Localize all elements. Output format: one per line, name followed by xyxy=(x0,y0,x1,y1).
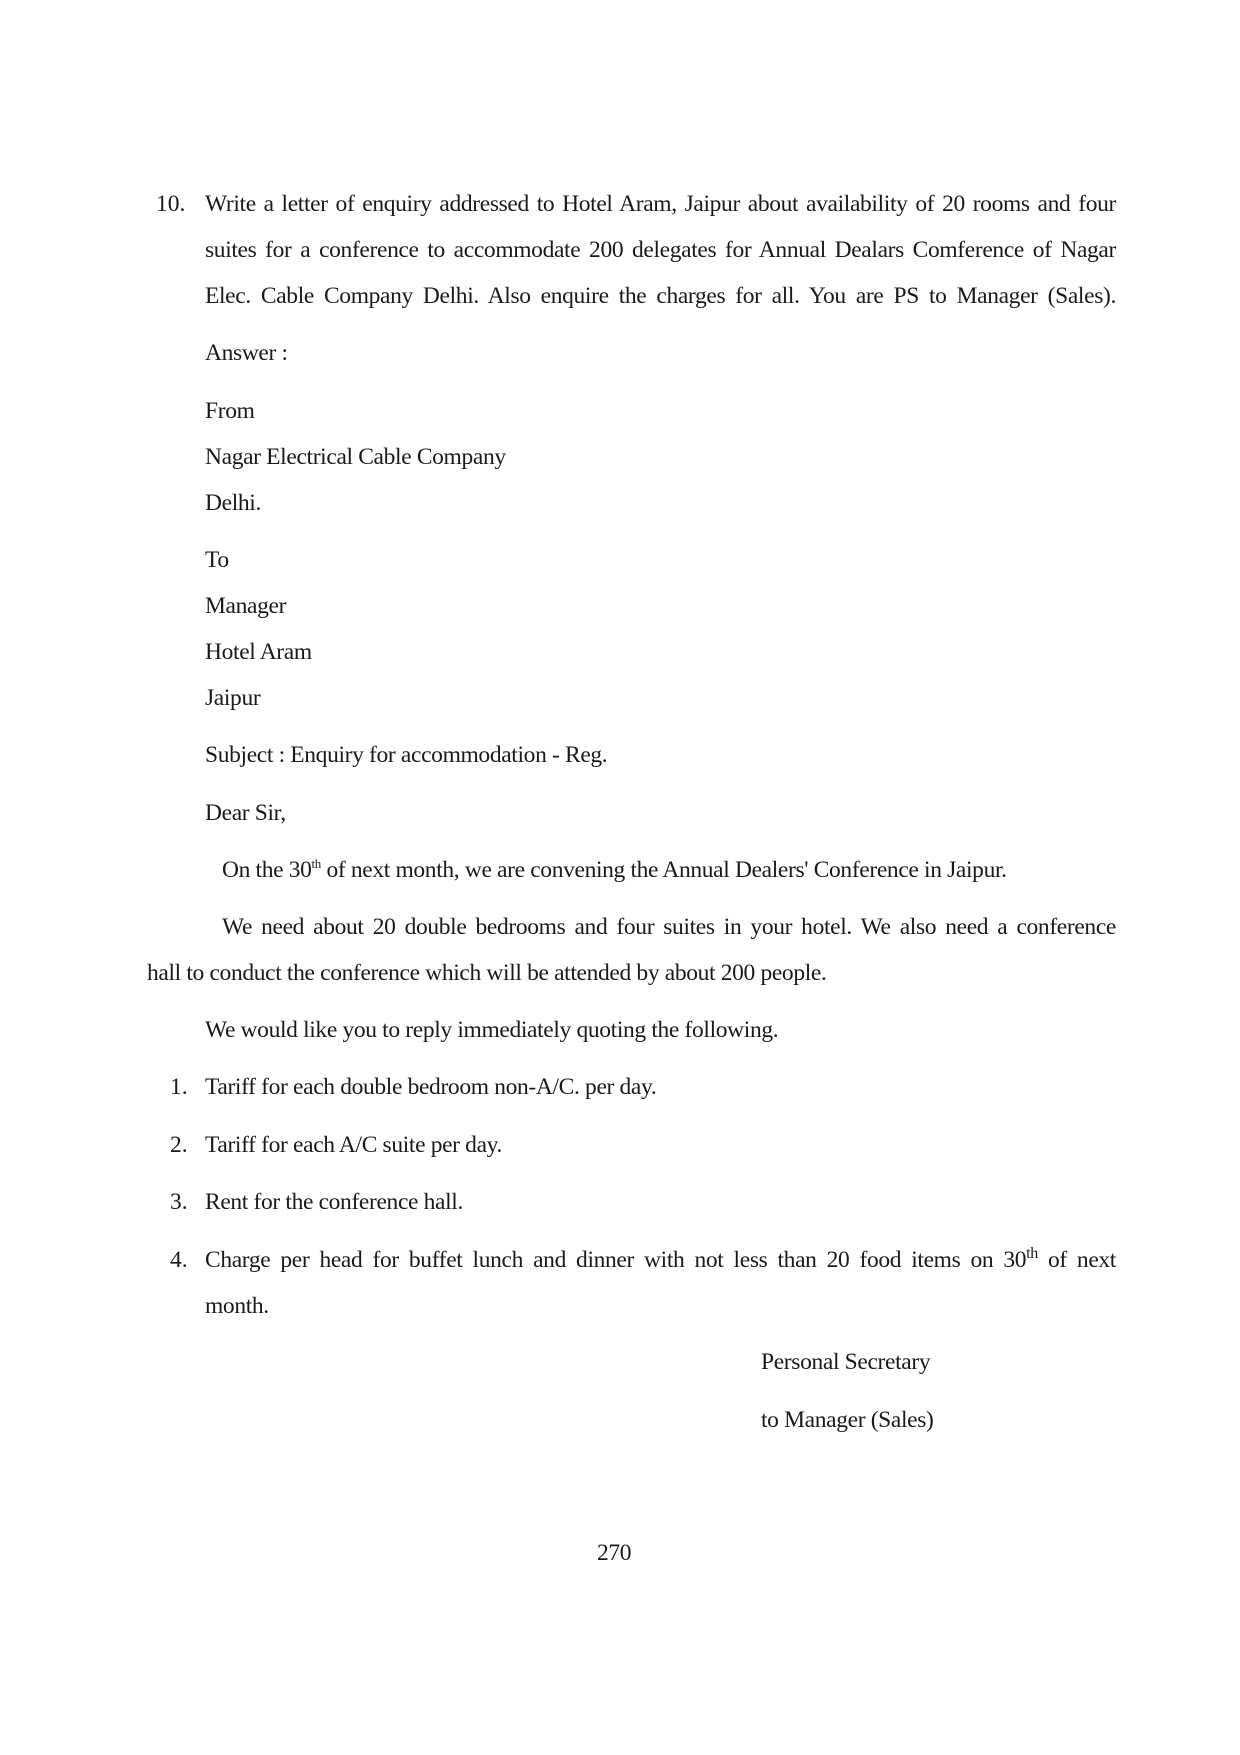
from-label: From xyxy=(205,398,255,424)
from-company: Nagar Electrical Cable Company xyxy=(205,444,506,470)
salutation: Dear Sir, xyxy=(205,800,286,826)
list-item-2-text: Tariff for each A/C suite per day. xyxy=(205,1132,503,1158)
question-line-3: Elec. Cable Company Delhi. Also enquire the charges for all. You are PS to Manager (Sales). xyxy=(205,283,1116,309)
paragraph-1-start: On the 30 xyxy=(222,857,312,883)
list-item-4-number: 4. xyxy=(170,1247,188,1273)
signature-title: Personal Secretary xyxy=(761,1349,931,1375)
question-line-2: suites for a conference to accommodate 200 delegates for Annual Dealars Comference of Nagar xyxy=(205,237,1116,263)
paragraph-1 xyxy=(222,855,1007,885)
list-item-3-text: Rent for the conference hall. xyxy=(205,1189,464,1215)
paragraph-1-end: of next month, we are convening the Annual Dealers' Conference in Jaipur. xyxy=(320,857,1007,883)
subject-line: Subject : Enquiry for accommodation - Reg. xyxy=(205,742,608,768)
question-line-1: Write a letter of enquiry addressed to Hotel Aram, Jaipur about availability of 20 rooms and four xyxy=(205,191,1116,217)
list-item-4-start: Charge per head for buffet lunch and dinner with not less than 20 food items on 30 xyxy=(205,1247,1027,1273)
list-item-4-text xyxy=(205,1245,1116,1275)
from-city: Delhi. xyxy=(205,490,261,516)
paragraph-2-line-2: hall to conduct the conference which will be attended by about 200 people. xyxy=(147,960,827,986)
page-number: 270 xyxy=(597,1540,632,1566)
to-recipient: Manager xyxy=(205,593,287,619)
list-item-1-text: Tariff for each double bedroom non-A/C. per day. xyxy=(205,1074,657,1100)
list-item-4-continuation: month. xyxy=(205,1293,269,1319)
paragraph-3: We would like you to reply immediately quoting the following. xyxy=(205,1017,779,1043)
list-item-1-number: 1. xyxy=(170,1074,188,1100)
list-item-2-number: 2. xyxy=(170,1132,188,1158)
list-item-4-superscript: th xyxy=(1026,1245,1038,1263)
to-hotel: Hotel Aram xyxy=(205,639,312,665)
paragraph-2-line-1: We need about 20 double bedrooms and four suites in your hotel. We also need a conference xyxy=(222,914,1116,940)
list-item-3-number: 3. xyxy=(170,1189,188,1215)
to-label: To xyxy=(205,547,229,573)
question-number: 10. xyxy=(156,191,186,217)
answer-label: Answer : xyxy=(205,340,288,366)
paragraph-1-superscript: th xyxy=(311,856,321,872)
signature-department: to Manager (Sales) xyxy=(761,1407,934,1433)
to-city: Jaipur xyxy=(205,685,261,711)
list-item-4-end: of next xyxy=(1037,1247,1116,1273)
